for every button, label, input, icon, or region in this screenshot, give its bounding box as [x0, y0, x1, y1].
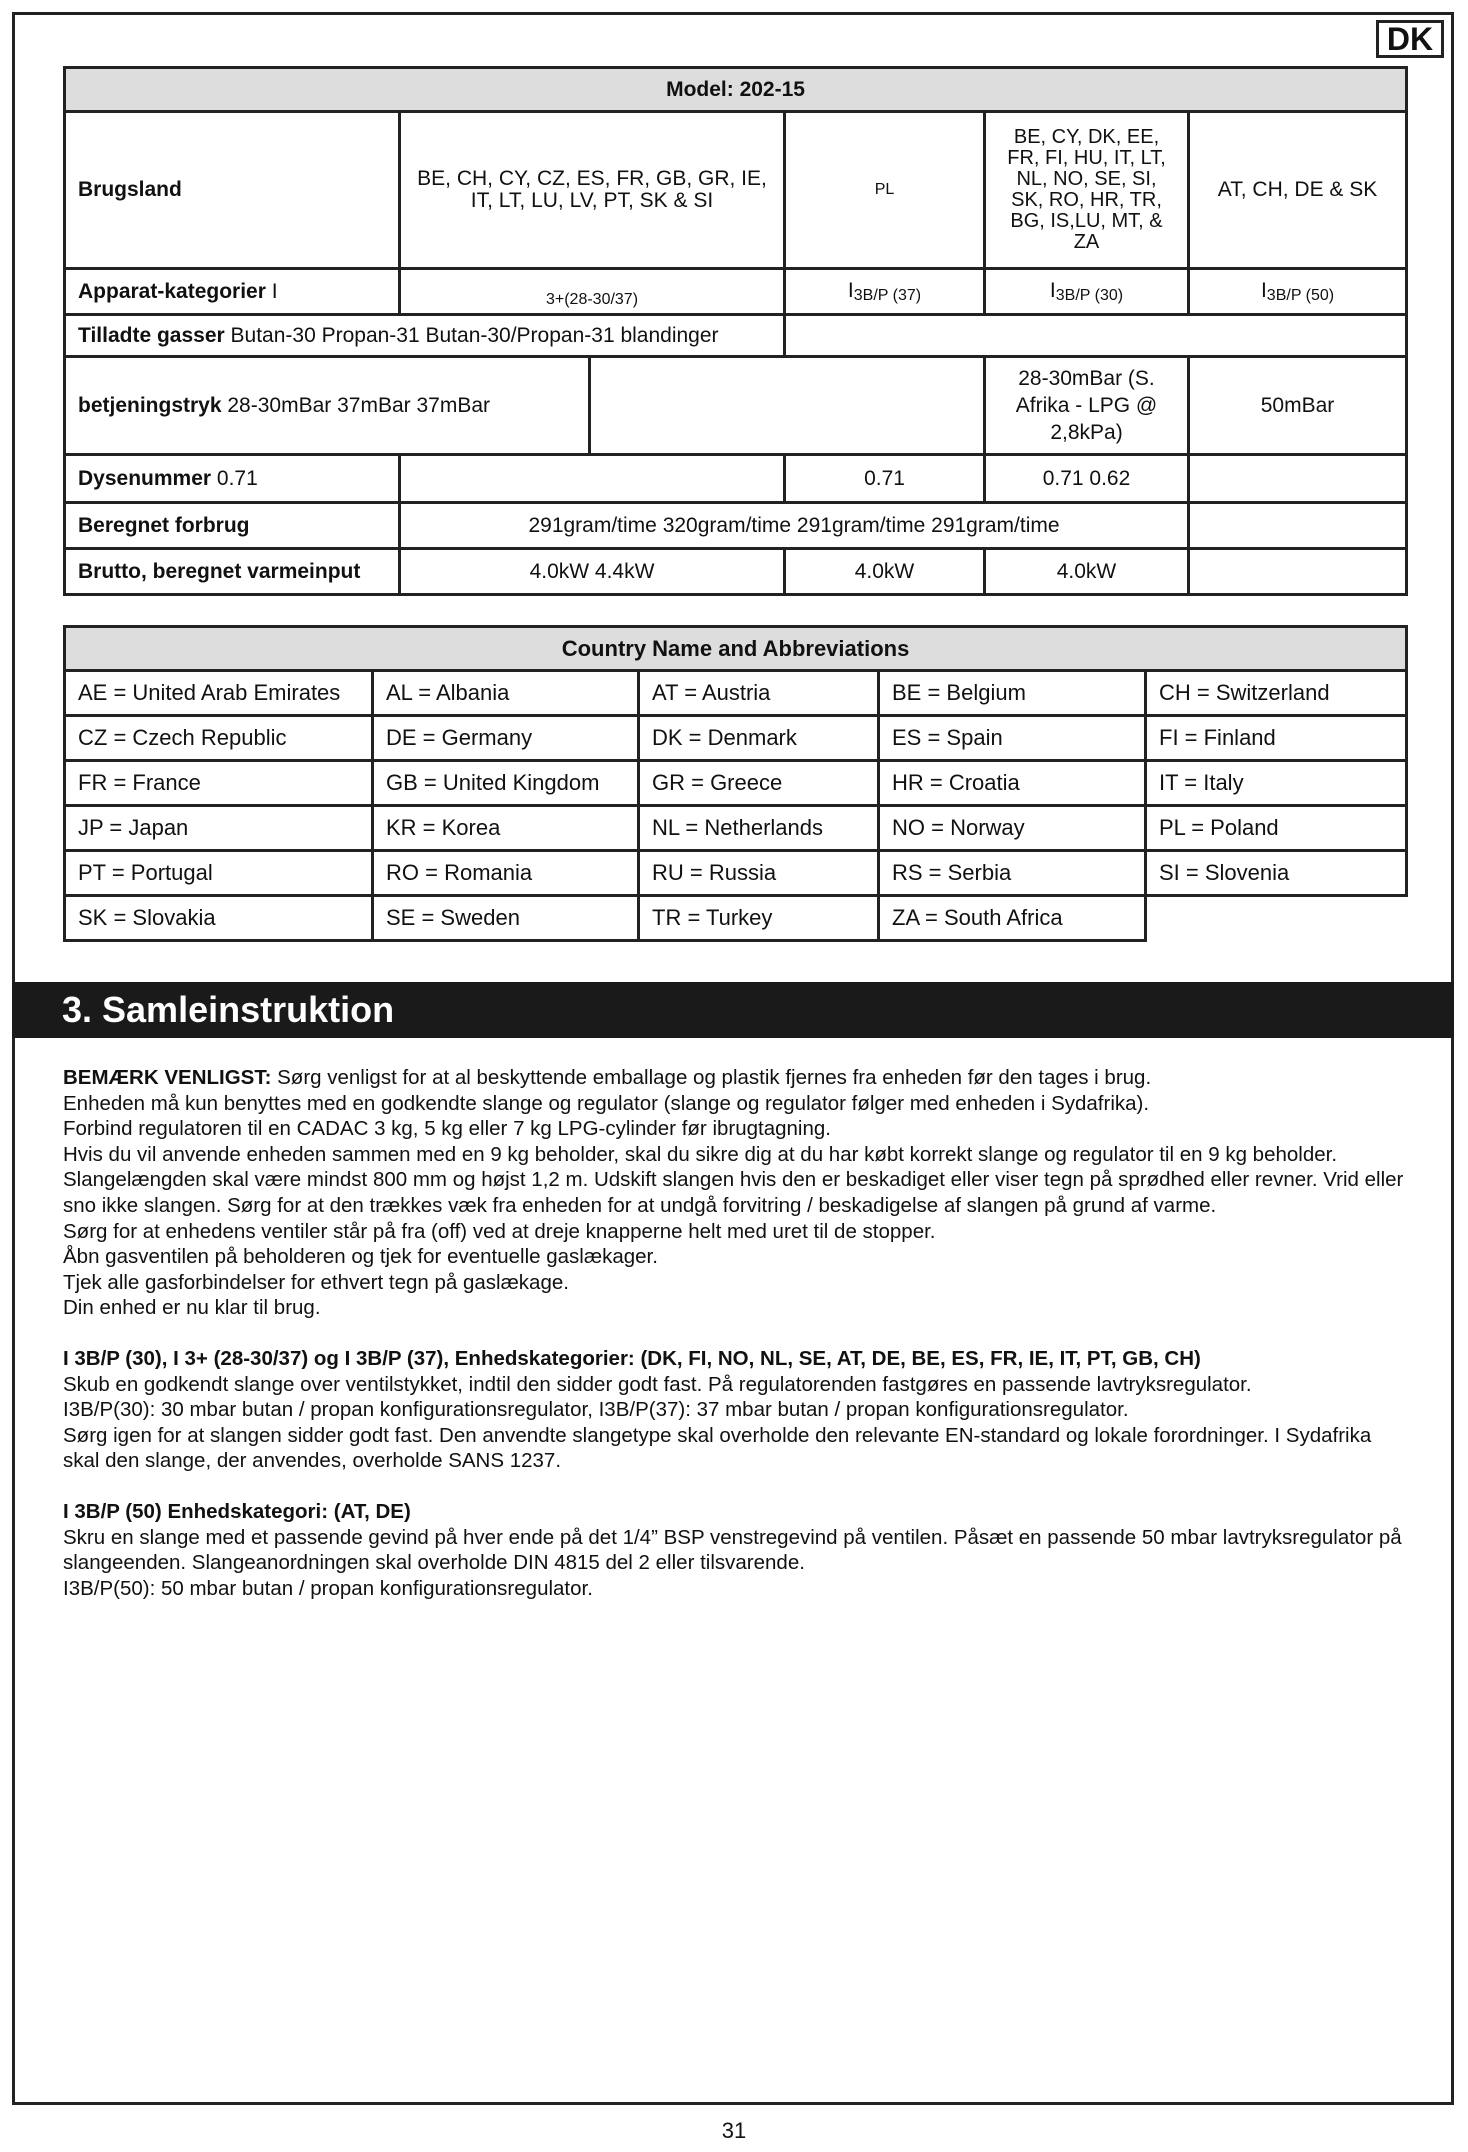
betjening-c3: 28-30mBar (S. Afrika - LPG @ 2,8kPa)	[985, 357, 1189, 455]
kategori-c3-sub: 3B/P (30)	[1055, 286, 1124, 304]
dyse-c2: 0.71	[785, 455, 985, 503]
country-cell: GB = United Kingdom	[373, 761, 639, 806]
note-paragraph	[63, 1065, 1413, 1091]
country-cell: ES = Spain	[879, 716, 1146, 761]
gasser-value: Butan-30 Propan-31 Butan-30/Propan-31 blandinger	[224, 323, 719, 347]
country-cell: AE = United Arab Emirates	[65, 671, 373, 716]
page-number: 31	[721, 2118, 747, 2143]
country-cell: SK = Slovakia	[65, 896, 373, 941]
varme-c1: 4.0kW 4.4kW	[400, 549, 785, 595]
section-heading: 3. Samleinstruktion	[12, 982, 1454, 1038]
instruction-line: I3B/P(30): 30 mbar butan / propan konfigurationsregulator, I3B/P(37): 37 mbar butan / propan konfigurationsregulator.	[63, 1398, 1129, 1422]
country-cell: KR = Korea	[373, 806, 639, 851]
kategori-c4	[1189, 269, 1407, 315]
table-row	[65, 806, 1407, 851]
kategori-c4-i: I	[1260, 278, 1267, 302]
brugsland-c1: BE, CH, CY, CZ, ES, FR, GB, GR, IE, IT, LT, LU, LV, PT, SK & SI	[400, 112, 785, 269]
country-cell: AL = Albania	[373, 671, 639, 716]
sub2-heading: I 3B/P (50) Enhedskategori: (AT, DE)	[63, 1499, 411, 1523]
country-cell: SE = Sweden	[373, 896, 639, 941]
varme-label: Brutto, beregnet varmeinput	[65, 549, 400, 595]
instruction-line: Slangelængden skal være mindst 800 mm og højst 1,2 m. Udskift slangen hvis den er beskadiget eller viser tegn på sprødhed eller revner. Vrid eller sno ikke slangen. Sørg for at den trækkes væk fra enheden for at undgå forvitring / beskadigelse af slangen på grund af varme.	[63, 1168, 1404, 1217]
kategori-label-suffix: I	[265, 279, 278, 303]
kategori-label: Apparat-kategorier	[78, 279, 266, 303]
kategori-c1: 3+(28-30/37)	[400, 269, 785, 315]
instruction-line: Åbn gasventilen på beholderen og tjek for eventuelle gaslækager.	[63, 1245, 658, 1269]
forbrug-value: 291gram/time 320gram/time 291gram/time 291gram/time	[400, 503, 1189, 549]
note-text: Sørg venligst for at al beskyttende emballage og plastik fjernes fra enheden før den tages i brug.	[271, 1066, 1152, 1089]
dyse-empty-2	[1189, 455, 1407, 503]
country-cell: JP = Japan	[65, 806, 373, 851]
varme-c3: 4.0kW	[985, 549, 1189, 595]
country-cell: GR = Greece	[639, 761, 879, 806]
table-row	[65, 761, 1407, 806]
country-cell: DK = Denmark	[639, 716, 879, 761]
instruction-line: Forbind regulatoren til en CADAC 3 kg, 5 kg eller 7 kg LPG-cylinder før ibrugtagning.	[63, 1117, 831, 1141]
gasser-empty	[785, 315, 1407, 357]
subsection-heading	[63, 1346, 1413, 1372]
country-cell: HR = Croatia	[879, 761, 1146, 806]
kategori-c2-sub: 3B/P (37)	[853, 286, 922, 304]
dyse-label: Dysenummer	[78, 466, 212, 490]
kategori-c3	[985, 269, 1189, 315]
instruction-line: I3B/P(50): 50 mbar butan / propan konfigurationsregulator.	[63, 1576, 593, 1600]
country-cell: NL = Netherlands	[639, 806, 879, 851]
country-cell: PL = Poland	[1146, 806, 1407, 851]
instructions-body	[63, 1065, 1413, 1601]
note-label: BEMÆRK VENLIGST:	[63, 1066, 272, 1089]
dyse-c3: 0.71 0.62	[985, 455, 1189, 503]
country-cell: IT = Italy	[1146, 761, 1407, 806]
country-table	[63, 625, 1408, 942]
country-cell: RU = Russia	[639, 851, 879, 896]
betjening-label: betjeningstryk	[78, 393, 222, 417]
betjening-cell	[65, 357, 590, 455]
table-row	[65, 851, 1407, 896]
dyse-empty	[400, 455, 785, 503]
spec-table-title: Model: 202-15	[65, 68, 1407, 112]
kategori-c2-i: I	[847, 278, 854, 302]
country-cell: NO = Norway	[879, 806, 1146, 851]
country-cell: RS = Serbia	[879, 851, 1146, 896]
varme-c2: 4.0kW	[785, 549, 985, 595]
country-cell: BE = Belgium	[879, 671, 1146, 716]
country-cell: CZ = Czech Republic	[65, 716, 373, 761]
forbrug-label: Beregnet forbrug	[65, 503, 400, 549]
instruction-line: Tjek alle gasforbindelser for ethvert tegn på gaslækage.	[63, 1270, 569, 1294]
country-cell: DE = Germany	[373, 716, 639, 761]
subsection-heading	[63, 1499, 1413, 1525]
brugsland-label: Brugsland	[65, 112, 400, 269]
varme-empty	[1189, 549, 1407, 595]
country-cell: PT = Portugal	[65, 851, 373, 896]
dyse-value: 0.71	[211, 466, 258, 490]
country-cell: RO = Romania	[373, 851, 639, 896]
kategori-c2	[785, 269, 985, 315]
gasser-label: Tilladte gasser	[78, 323, 225, 347]
table-row	[65, 896, 1407, 941]
language-badge: DK	[1376, 20, 1444, 58]
brugsland-c3: BE, CY, DK, EE, FR, FI, HU, IT, LT, NL, NO, SE, SI, SK, RO, HR, TR, BG, IS,LU, MT, & ZA	[985, 112, 1189, 269]
spec-table	[63, 66, 1408, 596]
country-table-title: Country Name and Abbreviations	[65, 627, 1407, 671]
betjening-empty	[590, 357, 985, 455]
instruction-line: Enheden må kun benyttes med en godkendte slange og regulator (slange og regulator følger med enheden i Sydafrika).	[63, 1091, 1150, 1115]
country-cell-empty	[1146, 896, 1407, 941]
country-cell: ZA = South Africa	[879, 896, 1146, 941]
table-row	[65, 716, 1407, 761]
forbrug-empty	[1189, 503, 1407, 549]
sub1-heading: I 3B/P (30), I 3+ (28-30/37) og I 3B/P (37), Enhedskategorier: (DK, FI, NO, NL, SE, AT, DE, BE, ES, FR, IE, IT, PT, GB, CH)	[63, 1346, 1201, 1370]
brugsland-c4: AT, CH, DE & SK	[1189, 112, 1407, 269]
country-cell: FI = Finland	[1146, 716, 1407, 761]
instruction-line: Hvis du vil anvende enheden sammen med en 9 kg beholder, skal du sikre dig at du har købt korrekt slange og regulator til en 9 kg beholder.	[63, 1142, 1338, 1166]
brugsland-c2: PL	[785, 112, 985, 269]
gasser-cell	[65, 315, 785, 357]
kategori-c4-sub: 3B/P (50)	[1266, 286, 1335, 304]
kategori-c3-i: I	[1049, 278, 1056, 302]
instruction-line: Skru en slange med et passende gevind på hver ende på det 1/4” BSP venstregevind på ventilen. Påsæt en passende 50 mbar lavtryksregulator på slangeenden. Slangeanordningen skal overholde DIN 4815 del 2 eller tilsvarende.	[63, 1525, 1402, 1575]
kategori-label-cell	[65, 269, 400, 315]
country-cell: AT = Austria	[639, 671, 879, 716]
instruction-line: Sørg igen for at slangen sidder godt fast. Den anvendte slangetype skal overholde den relevante EN-standard og lokale forordninger. I Sydafrika skal den slange, der anvendes, overholde SANS 1237.	[63, 1423, 1372, 1473]
country-cell: SI = Slovenia	[1146, 851, 1407, 896]
betjening-c4: 50mBar	[1189, 357, 1407, 455]
instruction-line: Din enhed er nu klar til brug.	[63, 1296, 321, 1320]
country-cell: FR = France	[65, 761, 373, 806]
country-cell: TR = Turkey	[639, 896, 879, 941]
betjening-value: 28-30mBar 37mBar 37mBar	[221, 393, 490, 417]
dyse-cell	[65, 455, 400, 503]
country-cell: CH = Switzerland	[1146, 671, 1407, 716]
instruction-line: Sørg for at enhedens ventiler står på fra (off) ved at dreje knapperne helt med uret til de stopper.	[63, 1219, 936, 1243]
instruction-line: Skub en godkendt slange over ventilstykket, indtil den sidder godt fast. På regulatorenden fastgøres en passende lavtryksregulator.	[63, 1372, 1252, 1396]
table-row	[65, 671, 1407, 716]
